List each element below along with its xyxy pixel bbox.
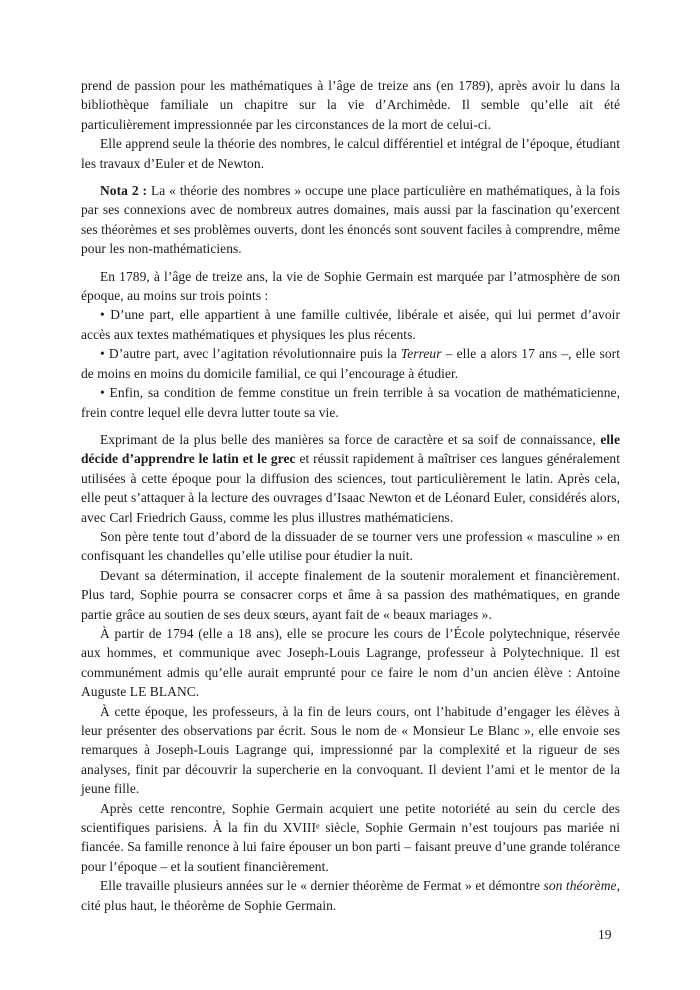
paragraph xyxy=(81,566,620,624)
bullet-paragraph xyxy=(81,344,620,383)
paragraph xyxy=(81,799,620,877)
text-run: siècle, Sophie Germain n’est toujours pas mariée ni fiancée. Sa famille renonce à lui faire épouser un bon parti – faisant preuve d’une grande tolérance pour l’époque – et la soutient financièrement. xyxy=(81,820,621,874)
bold-text-run: elle décide d’apprendre le latin et le grec xyxy=(81,431,620,467)
text-run: À cette époque, les professeurs, à la fin de leurs cours, ont l’habitude d’engager les élèves à leur présenter des observations par écrit. Sous le nom de « Monsieur Le Blanc », elle envoie ses remarques à Joseph-Louis Lagrange qui, impressionné par la complexité et la rigueur de ses analyses, finit par découvrir la supercherie en la convoquant. Il devient l’ami et le mentor de la jeune fille. xyxy=(81,703,620,797)
bullet-paragraph xyxy=(81,383,620,422)
text-run: • D’une part, elle appartient à une famille cultivée, libérale et aisée, qui lui permet d’avoir accès aux textes mathématiques et physiques les plus récents. xyxy=(81,307,620,342)
text-run: Elle apprend seule la théorie des nombres, le calcul différentiel et intégral de l’époque, étudiant les travaux d’Euler et de Newton. xyxy=(81,136,620,171)
text-run: En 1789, à l’âge de treize ans, la vie de Sophie Germain est marquée par l’atmosphère de son époque, au moins sur trois points : xyxy=(81,268,620,304)
paragraph xyxy=(81,76,620,134)
italic-text-run: Terreur xyxy=(400,346,442,362)
text-run: • D’autre part, avec l’agitation révolutionnaire puis la xyxy=(100,346,401,362)
text-run: Son père tente tout d’abord de la dissuader de se tourner vers une profession « masculine » en confisquant les chandelles qu’elle utilise pour étudier la nuit. xyxy=(81,528,620,564)
text-run: prend de passion pour les mathématiques à l’âge de treize ans (en 1789), après avoir lu dans la bibliothèque familiale un chapitre sur la vie d’Archimède. Il semble qu’elle ait été particulièrement impressionnée par les circonstances de la mort de celui-ci. xyxy=(81,78,620,132)
text-run: Devant sa détermination, il accepte finalement de la soutenir moralement et financièrement. Plus tard, Sophie pourra se consacrer corps et âme à sa passion des mathématiques, en grande partie grâce au soutien de ses deux sœurs, ayant fait de « beaux mariages ». xyxy=(81,567,620,622)
paragraph xyxy=(81,624,620,702)
superscript-text-run: e xyxy=(316,821,320,831)
bullet-paragraph xyxy=(81,305,620,344)
text-run: – elle a alors 17 ans –, elle sort de moins en moins du domicile familial, ce qui l’encourage à étudier. xyxy=(81,346,621,381)
text-run: Après cette rencontre, Sophie Germain acquiert une petite notoriété au sein du cercle des scientifiques parisiens. À la fin du XVIII xyxy=(81,800,620,836)
text-run: À partir de 1794 (elle a 18 ans), elle se procure les cours de l’École polytechnique, réservée aux hommes, et communique avec Joseph-Louis Lagrange, professeur à Polytechnique. Il est communément admis qu’elle aurait emprunté pour ce faire le nom d’un ancien élève : Antoine Auguste LE BLANC. xyxy=(81,625,620,700)
text-run: Elle travaille plusieurs années sur le « dernier théorème de Fermat » et démontre xyxy=(100,878,544,894)
paragraph xyxy=(81,267,620,306)
text-run: , cité plus haut, le théorème de Sophie Germain. xyxy=(81,878,620,913)
paragraph xyxy=(81,702,620,799)
paragraph xyxy=(81,134,620,173)
text-run: • Enfin, sa condition de femme constitue un frein terrible à sa vocation de mathématicienne, frein contre lequel elle devra lutter toute sa vie. xyxy=(81,385,620,420)
paragraph xyxy=(81,430,620,527)
paragraph xyxy=(81,876,620,915)
paragraph xyxy=(81,527,620,566)
paragraph xyxy=(81,181,620,259)
page-number: 19 xyxy=(598,927,612,942)
text-run: La « théorie des nombres » occupe une place particulière en mathématiques, à la fois par ses connexions avec de nombreux autres domaines, mais aussi par la fascination qu’exercent ses théorèmes et ses problèmes ouverts, dont les énoncés sont souvent faciles à comprendre, même pour les non-mathématiciens. xyxy=(81,183,620,257)
text-run: Exprimant de la plus belle des manières sa force de caractère et sa soif de connaissance, xyxy=(100,431,601,447)
bold-text-run: Nota 2 : xyxy=(100,183,151,199)
italic-text-run: son théorème xyxy=(543,878,617,894)
text-run: et réussit rapidement à maîtriser ces langues généralement utilisées à cette époque pour la diffusion des sciences, tout particulièrement le latin. Après cela, elle peut s’attaquer à la lecture des ouvrages d’Isaac Newton et de Léonard Euler, considérés alors, avec Carl Friedrich Gauss, comme les plus illustres mathématiciens. xyxy=(81,451,620,525)
page-body xyxy=(81,76,620,915)
